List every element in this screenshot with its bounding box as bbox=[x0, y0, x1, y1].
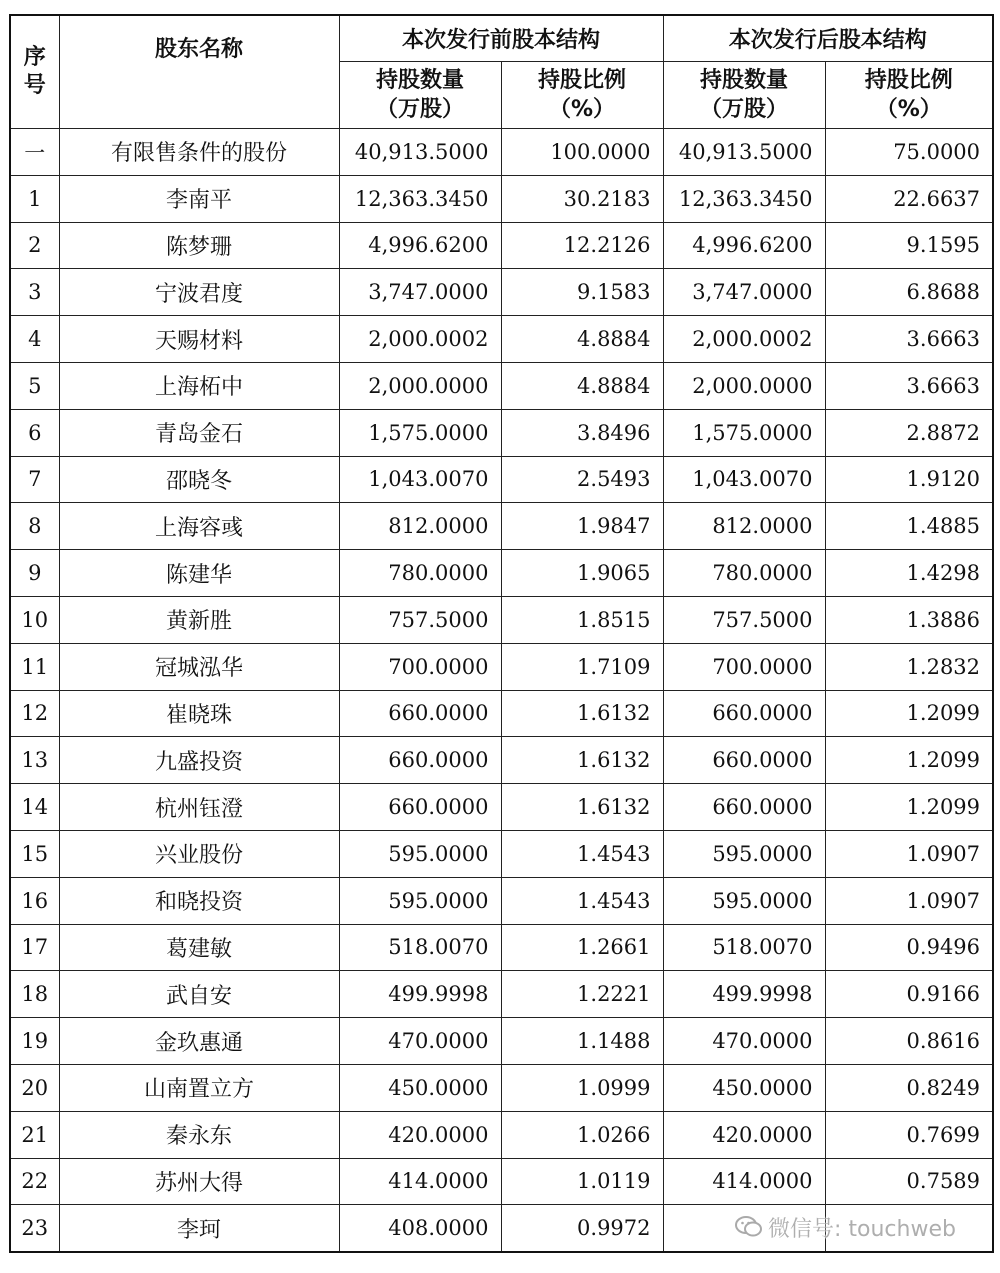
seq-cell: 3 bbox=[10, 269, 59, 316]
after-ratio-cell: 3.6663 bbox=[825, 362, 993, 409]
after-ratio-cell: 1.2099 bbox=[825, 690, 993, 737]
seq-cell: 14 bbox=[10, 784, 59, 831]
after-ratio-cell: 1.2099 bbox=[825, 737, 993, 784]
after-shares-cell: 2,000.0000 bbox=[663, 362, 825, 409]
before-shares-cell: 660.0000 bbox=[339, 737, 501, 784]
shareholder-name-cell: 黄新胜 bbox=[59, 596, 339, 643]
header-before-shares: 持股数量 （万股） bbox=[339, 62, 501, 129]
after-shares-cell: 2,000.0002 bbox=[663, 316, 825, 363]
before-ratio-cell: 1.0999 bbox=[501, 1064, 663, 1111]
after-shares-cell: 3,747.0000 bbox=[663, 269, 825, 316]
after-ratio-cell: 22.6637 bbox=[825, 175, 993, 222]
after-ratio-cell: 1.4885 bbox=[825, 503, 993, 550]
table-row bbox=[10, 129, 993, 176]
after-shares-cell: 518.0070 bbox=[663, 924, 825, 971]
watermark-text: 微信号: touchweb bbox=[768, 1216, 956, 1242]
shareholder-name-cell: 崔晓珠 bbox=[59, 690, 339, 737]
before-ratio-cell: 1.9847 bbox=[501, 503, 663, 550]
after-ratio-cell: 2.8872 bbox=[825, 409, 993, 456]
before-shares-cell: 2,000.0000 bbox=[339, 362, 501, 409]
table-row bbox=[10, 971, 993, 1018]
before-shares-cell: 780.0000 bbox=[339, 550, 501, 597]
after-shares-cell: 450.0000 bbox=[663, 1064, 825, 1111]
seq-cell: 23 bbox=[10, 1205, 59, 1252]
table-row bbox=[10, 784, 993, 831]
shareholder-name-cell: 冠城泓华 bbox=[59, 643, 339, 690]
table-row bbox=[10, 550, 993, 597]
table-row bbox=[10, 269, 993, 316]
before-shares-cell: 4,996.6200 bbox=[339, 222, 501, 269]
after-ratio-cell: 9.1595 bbox=[825, 222, 993, 269]
seq-cell: 18 bbox=[10, 971, 59, 1018]
shareholder-name-cell: 宁波君度 bbox=[59, 269, 339, 316]
wechat-icon bbox=[734, 1214, 764, 1240]
after-ratio-cell: 0.7699 bbox=[825, 1111, 993, 1158]
shareholder-name-cell: 山南置立方 bbox=[59, 1064, 339, 1111]
before-ratio-cell: 1.7109 bbox=[501, 643, 663, 690]
shareholder-name-cell: 邵晓冬 bbox=[59, 456, 339, 503]
before-ratio-cell: 2.5493 bbox=[501, 456, 663, 503]
after-ratio-cell: 1.9120 bbox=[825, 456, 993, 503]
before-ratio-cell: 1.6132 bbox=[501, 784, 663, 831]
shareholder-name-cell: 秦永东 bbox=[59, 1111, 339, 1158]
table-row bbox=[10, 643, 993, 690]
before-shares-cell: 3,747.0000 bbox=[339, 269, 501, 316]
before-shares-cell: 660.0000 bbox=[339, 784, 501, 831]
seq-cell: 一 bbox=[10, 129, 59, 176]
after-shares-cell: 780.0000 bbox=[663, 550, 825, 597]
before-ratio-cell: 1.0119 bbox=[501, 1158, 663, 1205]
shareholder-name-cell: 杭州钰澄 bbox=[59, 784, 339, 831]
seq-cell: 11 bbox=[10, 643, 59, 690]
shareholder-name-cell: 武自安 bbox=[59, 971, 339, 1018]
after-ratio-cell: 3.6663 bbox=[825, 316, 993, 363]
before-shares-cell: 450.0000 bbox=[339, 1064, 501, 1111]
after-shares-cell: 595.0000 bbox=[663, 877, 825, 924]
after-ratio-cell: 1.4298 bbox=[825, 550, 993, 597]
after-ratio-cell: 0.9496 bbox=[825, 924, 993, 971]
seq-cell: 9 bbox=[10, 550, 59, 597]
after-shares-cell: 1,575.0000 bbox=[663, 409, 825, 456]
before-shares-cell: 595.0000 bbox=[339, 877, 501, 924]
table-row bbox=[10, 596, 993, 643]
before-ratio-cell: 12.2126 bbox=[501, 222, 663, 269]
before-ratio-cell: 3.8496 bbox=[501, 409, 663, 456]
before-ratio-cell: 1.8515 bbox=[501, 596, 663, 643]
header-seq: 序号 bbox=[10, 15, 59, 129]
table-body bbox=[10, 129, 993, 1253]
after-ratio-cell: 1.2099 bbox=[825, 784, 993, 831]
before-ratio-cell: 1.4543 bbox=[501, 877, 663, 924]
header-after-ratio: 持股比例 （%） bbox=[825, 62, 993, 129]
shareholder-name-cell: 金玖惠通 bbox=[59, 1018, 339, 1065]
after-ratio-cell: 0.8616 bbox=[825, 1018, 993, 1065]
after-shares-cell: 4,996.6200 bbox=[663, 222, 825, 269]
after-shares-cell: 660.0000 bbox=[663, 690, 825, 737]
before-shares-cell: 595.0000 bbox=[339, 830, 501, 877]
table-row bbox=[10, 924, 993, 971]
seq-cell: 20 bbox=[10, 1064, 59, 1111]
table-row bbox=[10, 316, 993, 363]
table-row bbox=[10, 690, 993, 737]
after-shares-cell: 660.0000 bbox=[663, 737, 825, 784]
shareholder-name-cell: 苏州大得 bbox=[59, 1158, 339, 1205]
before-shares-cell: 812.0000 bbox=[339, 503, 501, 550]
shareholder-name-cell: 陈建华 bbox=[59, 550, 339, 597]
before-shares-cell: 12,363.3450 bbox=[339, 175, 501, 222]
after-ratio-cell: 75.0000 bbox=[825, 129, 993, 176]
before-shares-cell: 470.0000 bbox=[339, 1018, 501, 1065]
after-shares-cell: 414.0000 bbox=[663, 1158, 825, 1205]
after-shares-cell: 12,363.3450 bbox=[663, 175, 825, 222]
table-row bbox=[10, 456, 993, 503]
shareholder-name-cell: 上海容彧 bbox=[59, 503, 339, 550]
before-ratio-cell: 9.1583 bbox=[501, 269, 663, 316]
seq-cell: 17 bbox=[10, 924, 59, 971]
before-shares-cell: 420.0000 bbox=[339, 1111, 501, 1158]
before-ratio-cell: 1.1488 bbox=[501, 1018, 663, 1065]
header-row-top bbox=[10, 15, 993, 62]
seq-cell: 16 bbox=[10, 877, 59, 924]
table-row bbox=[10, 362, 993, 409]
after-ratio-cell: 1.0907 bbox=[825, 830, 993, 877]
before-shares-cell: 700.0000 bbox=[339, 643, 501, 690]
shareholder-name-cell: 兴业股份 bbox=[59, 830, 339, 877]
header-before-group: 本次发行前股本结构 bbox=[339, 15, 663, 62]
table-row bbox=[10, 409, 993, 456]
after-ratio-cell: 6.8688 bbox=[825, 269, 993, 316]
header-name: 股东名称 bbox=[59, 15, 339, 129]
seq-cell: 5 bbox=[10, 362, 59, 409]
after-shares-cell: 420.0000 bbox=[663, 1111, 825, 1158]
after-ratio-cell: 1.2832 bbox=[825, 643, 993, 690]
before-shares-cell: 499.9998 bbox=[339, 971, 501, 1018]
table-row bbox=[10, 1158, 993, 1205]
before-ratio-cell: 1.2221 bbox=[501, 971, 663, 1018]
seq-cell: 12 bbox=[10, 690, 59, 737]
after-ratio-cell: 0.7589 bbox=[825, 1158, 993, 1205]
header-after-shares: 持股数量 （万股） bbox=[663, 62, 825, 129]
seq-cell: 15 bbox=[10, 830, 59, 877]
before-ratio-cell: 1.6132 bbox=[501, 690, 663, 737]
before-shares-cell: 518.0070 bbox=[339, 924, 501, 971]
wechat-watermark bbox=[734, 1207, 956, 1247]
before-ratio-cell: 30.2183 bbox=[501, 175, 663, 222]
after-ratio-cell: 1.3886 bbox=[825, 596, 993, 643]
before-ratio-cell: 1.4543 bbox=[501, 830, 663, 877]
before-ratio-cell: 0.9972 bbox=[501, 1205, 663, 1252]
seq-cell: 2 bbox=[10, 222, 59, 269]
before-shares-cell: 660.0000 bbox=[339, 690, 501, 737]
header-before-ratio: 持股比例 （%） bbox=[501, 62, 663, 129]
after-ratio-cell: 0.9166 bbox=[825, 971, 993, 1018]
shareholder-name-cell: 和晓投资 bbox=[59, 877, 339, 924]
shareholder-name-cell: 陈梦珊 bbox=[59, 222, 339, 269]
before-ratio-cell: 100.0000 bbox=[501, 129, 663, 176]
shareholder-name-cell: 李南平 bbox=[59, 175, 339, 222]
after-ratio-cell: 0.8249 bbox=[825, 1064, 993, 1111]
seq-cell: 7 bbox=[10, 456, 59, 503]
after-shares-cell: 40,913.5000 bbox=[663, 129, 825, 176]
shareholder-name-cell: 青岛金石 bbox=[59, 409, 339, 456]
before-ratio-cell: 1.9065 bbox=[501, 550, 663, 597]
table-row bbox=[10, 737, 993, 784]
seq-cell: 21 bbox=[10, 1111, 59, 1158]
shareholder-name-cell: 上海柘中 bbox=[59, 362, 339, 409]
seq-cell: 22 bbox=[10, 1158, 59, 1205]
table-row bbox=[10, 175, 993, 222]
seq-cell: 1 bbox=[10, 175, 59, 222]
after-shares-cell: 700.0000 bbox=[663, 643, 825, 690]
table-row bbox=[10, 830, 993, 877]
seq-cell: 10 bbox=[10, 596, 59, 643]
header-after-group: 本次发行后股本结构 bbox=[663, 15, 993, 62]
shareholder-name-cell: 葛建敏 bbox=[59, 924, 339, 971]
after-shares-cell: 470.0000 bbox=[663, 1018, 825, 1065]
after-ratio-cell: 1.0907 bbox=[825, 877, 993, 924]
after-shares-cell: 812.0000 bbox=[663, 503, 825, 550]
shareholder-name-cell: 九盛投资 bbox=[59, 737, 339, 784]
seq-cell: 8 bbox=[10, 503, 59, 550]
table-row bbox=[10, 1111, 993, 1158]
table-row bbox=[10, 222, 993, 269]
after-shares-cell: 1,043.0070 bbox=[663, 456, 825, 503]
before-shares-cell: 408.0000 bbox=[339, 1205, 501, 1252]
before-shares-cell: 1,043.0070 bbox=[339, 456, 501, 503]
before-shares-cell: 414.0000 bbox=[339, 1158, 501, 1205]
table-row bbox=[10, 1064, 993, 1111]
shareholder-name-cell: 李珂 bbox=[59, 1205, 339, 1252]
shareholder-name-cell: 天赐材料 bbox=[59, 316, 339, 363]
after-shares-cell: 660.0000 bbox=[663, 784, 825, 831]
after-shares-cell: 757.5000 bbox=[663, 596, 825, 643]
shareholder-name-cell: 有限售条件的股份 bbox=[59, 129, 339, 176]
before-shares-cell: 757.5000 bbox=[339, 596, 501, 643]
before-ratio-cell: 1.6132 bbox=[501, 737, 663, 784]
table-row bbox=[10, 1018, 993, 1065]
shareholder-table-container bbox=[9, 14, 992, 1253]
before-ratio-cell: 4.8884 bbox=[501, 362, 663, 409]
before-shares-cell: 40,913.5000 bbox=[339, 129, 501, 176]
before-ratio-cell: 4.8884 bbox=[501, 316, 663, 363]
seq-cell: 6 bbox=[10, 409, 59, 456]
after-shares-cell: 499.9998 bbox=[663, 971, 825, 1018]
table-row bbox=[10, 877, 993, 924]
seq-cell: 4 bbox=[10, 316, 59, 363]
before-ratio-cell: 1.2661 bbox=[501, 924, 663, 971]
table-row bbox=[10, 503, 993, 550]
seq-cell: 13 bbox=[10, 737, 59, 784]
after-shares-cell: 595.0000 bbox=[663, 830, 825, 877]
shareholder-table bbox=[9, 14, 994, 1253]
before-shares-cell: 1,575.0000 bbox=[339, 409, 501, 456]
before-ratio-cell: 1.0266 bbox=[501, 1111, 663, 1158]
seq-cell: 19 bbox=[10, 1018, 59, 1065]
before-shares-cell: 2,000.0002 bbox=[339, 316, 501, 363]
